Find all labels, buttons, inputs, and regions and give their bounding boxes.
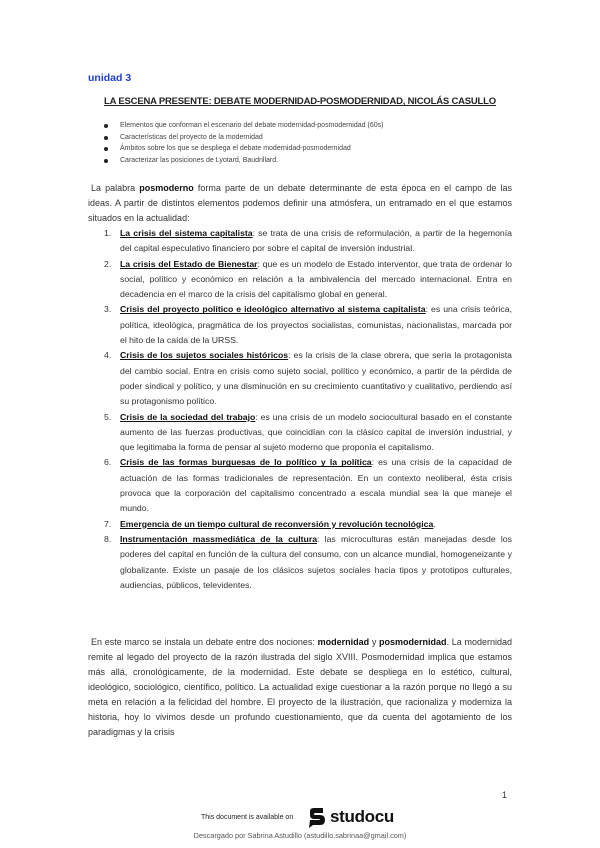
item-heading: Instrumentación massmediática de la cultura: [120, 533, 318, 544]
objective-item: Caracterizar las posiciones de Lyotard, Baudrillard.: [104, 155, 383, 167]
intro-paragraph: [88, 181, 512, 226]
item-heading: La crisis del sistema capitalista: [120, 228, 253, 238]
item-number: 8.: [104, 533, 112, 544]
item-text: .: [433, 518, 436, 529]
debate-text-2: y: [369, 637, 380, 647]
objectives-list: [104, 120, 383, 166]
keyword-posmodernidad: posmodernidad: [379, 637, 447, 647]
item-text: : es una crisis teórica, política, ideológica, pragmática de los proyectos socialistas, comunistas, nacionalistas, marcada por el hito de la caída de la URSS.: [120, 304, 513, 346]
item-heading: Crisis de los sujetos sociales históricos: [120, 350, 289, 361]
crisis-item: [88, 257, 512, 303]
item-number: 2.: [104, 258, 112, 269]
crisis-item: [88, 226, 512, 257]
studocu-brand: studocu: [330, 807, 395, 826]
item-text: : es la crisis de la clase obrera, que sería la protagonista del cambio social. Entra en crisis como sujeto social, político y económico, a partir de la pérdida de poder sindical y político, y una disminución en su crecimiento cuantitativo y cualitativo, perdiendo así su protagonismo político.: [120, 350, 512, 407]
crisis-item: [88, 410, 512, 456]
document-title: LA ESCENA PRESENTE: DEBATE MODERNIDAD-POSMODERNIDAD, NICOLÁS CASULLO: [104, 96, 496, 107]
item-text: : es una crisis de la capacidad de actuación de las formas tradicionales de representación. En un contexto neoliberal, ésta crisis provoca que la corporación del capitalismo concentrado a escala mundial sea la que maneje el mundo.: [120, 457, 512, 514]
unit-label: unidad 3: [88, 72, 132, 84]
item-heading: Crisis de la sociedad del trabajo: [120, 411, 256, 422]
crisis-item: [88, 532, 512, 593]
crisis-item: [88, 348, 512, 409]
crisis-item: [88, 517, 512, 532]
item-text: : las microculturas están manejadas desde los poderes del capital en función de la cultura del consumo, con un alcance mundial, homogeneizante y globalizante. Existe un pasaje de los clásicos sujetos sociales hacia tipos y prototipos culturales, audiencias, públicos, televidentes.: [120, 533, 512, 590]
item-heading: Crisis de las formas burguesas de lo político y la política: [120, 457, 372, 468]
keyword-modernidad: modernidad: [317, 637, 370, 647]
intro-text-after: forma parte de un debate determinante de esta época en el campo de las ideas. A partir de distintos elementos podemos definir una atmósfera, un entramado en el que estamos situados en la actualidad:: [88, 183, 512, 223]
debate-text-3: . La modernidad remite al legado del proyecto de la razón ilustrada del siglo XVIII. Posmodernidad implica que estamos más allá, cronológicamente, de la modernidad. Este debate se despliega en lo estético, cultural, ideológico, sociológico, científico, político. La actualidad exige cuestionar a la razón porque no llegó a su meta en relación a la felicidad del hombre. El proyecto de la ilustración, que racionaliza y moderniza la historia, hoy lo vivimos desde un profundo cuestionamiento, que da cuenta del agotamiento de los paradigmas y la crisis: [88, 637, 513, 737]
item-heading: Crisis del proyecto político e ideológico alternativo al sistema capitalista: [120, 304, 426, 315]
studocu-logo-icon: [306, 807, 328, 829]
item-number: 7.: [104, 518, 112, 529]
crisis-item: [88, 302, 512, 348]
download-notice: Descargado por Sabrina Astudillo (astudillo.sabrinaa@gmail.com): [193, 831, 407, 840]
objective-item: Elementos que conforman el escenario del debate modernidad-posmodernidad (60s): [104, 120, 383, 132]
page-number: 1: [502, 790, 508, 800]
item-text: : es una crisis de un modelo sociocultural basado en el constante aumento de las fuerzas productivas, que coincidían con la clásico capital de inversión industrial, y que legitimaba la forma de pensar al sujeto moderno que proponía el capitalismo.: [120, 411, 512, 453]
item-text: : se trata de una crisis de reformulación, a partir de la hegemonía del capital especulativo financiero por sobre el capital de inversión industrial.: [120, 228, 513, 254]
studocu-footer[interactable]: [0, 804, 600, 830]
intro-keyword: posmoderno: [139, 183, 194, 193]
crisis-item: [88, 455, 512, 516]
item-heading: La crisis del Estado de Bienestar: [120, 258, 258, 269]
item-text: : que es un modelo de Estado interventor, que trata de ordenar lo social, político y económico en relación a la ambivalencia del mercado internacional. Entra en decadencia en el marco de la crisis del capitalismo global en general.: [120, 258, 512, 300]
objective-item: Características del proyecto de la modernidad: [104, 132, 383, 144]
objective-item: Ámbitos sobre los que se despliega el debate modernidad-posmodernidad: [104, 143, 383, 155]
crisis-list: [88, 226, 512, 593]
debate-paragraph: [88, 635, 512, 740]
item-number: 3.: [104, 304, 112, 315]
item-number: 6.: [104, 457, 112, 468]
availability-text: This document is available on: [201, 814, 294, 821]
item-number: 5.: [104, 411, 112, 422]
debate-text-1: En este marco se instala un debate entre dos nociones:: [91, 637, 318, 647]
intro-text-before: La palabra: [91, 183, 140, 193]
item-number: 4.: [104, 350, 112, 361]
item-heading: Emergencia de un tiempo cultural de reconversión y revolución tecnológica: [120, 518, 434, 529]
item-number: 1.: [104, 228, 112, 238]
